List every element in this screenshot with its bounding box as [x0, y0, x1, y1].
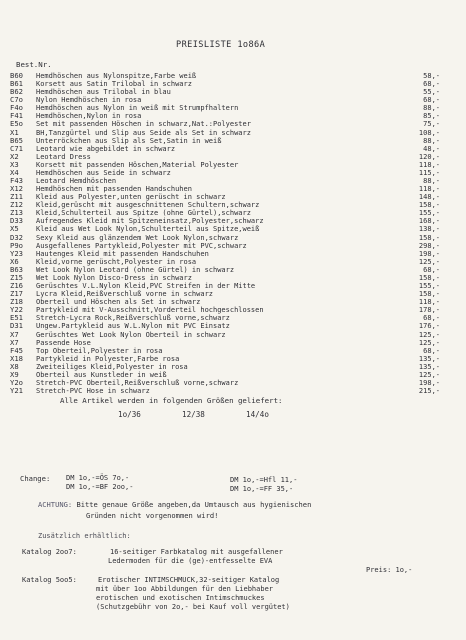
list-item — [10, 339, 450, 347]
item-code: X12 — [10, 184, 23, 194]
item-code: X5 — [10, 224, 19, 234]
item-price: 88,- — [423, 104, 440, 113]
list-item — [10, 250, 450, 258]
item-price: 155,- — [418, 209, 440, 218]
item-description: Leotard Dress — [36, 152, 91, 161]
item-description: Partykleid in Polyester,Farbe rosa — [36, 354, 180, 363]
item-code: X7 — [10, 329, 19, 339]
item-description: Hemdhöschen aus Nylon in weiß mit Strumpfhaltern — [36, 104, 239, 113]
item-description: Wet Look Nylon Leotard (ohne Gürtel) in schwarz — [36, 265, 235, 274]
item-price: 158,- — [418, 233, 440, 242]
item-description: Top Oberteil,Polyester in rosa — [36, 346, 163, 355]
also-available-heading: Zusätzlich erhältlich: — [38, 532, 131, 540]
list-item — [10, 234, 450, 242]
catalog-description: erotischen und exotischen Intimschmuckes — [96, 594, 265, 602]
list-item — [10, 379, 450, 387]
change-label: Change: — [20, 474, 51, 483]
item-description: Hemdhöschen aus Nylonspitze,Farbe weiß — [36, 72, 197, 80]
item-code: X7 — [10, 337, 19, 347]
exchange-rate: DM 1o,-=FF 35,- — [230, 485, 294, 493]
list-item — [10, 242, 450, 250]
item-code: X9 — [10, 369, 19, 379]
list-item — [10, 129, 450, 137]
item-code: D33 — [10, 216, 23, 226]
catalog-description: 16-seitiger Farbkatalog mit ausgefallener — [110, 548, 283, 556]
item-code: X2 — [10, 151, 19, 161]
item-description: Ausgefallenes Partykleid,Polyester mit PVC,schwarz — [36, 241, 247, 250]
item-code: F45 — [10, 345, 23, 355]
item-code: X4 — [10, 167, 19, 177]
page-title: PREISLISTE 1o86A — [176, 40, 266, 50]
exchange-rate: DM 1o,-=BF 2oo,- — [66, 483, 134, 491]
item-price: 135,- — [418, 362, 440, 371]
item-description: Stretch-Lycra Rock,Reißverschluß vorne,schwarz — [36, 314, 230, 323]
list-item — [10, 145, 450, 153]
item-price: 115,- — [418, 168, 440, 177]
item-price: 178,- — [418, 306, 440, 315]
item-description: Sexy Kleid aus glänzendem Wet Look Nylon,schwarz — [36, 233, 239, 242]
item-price: 118,- — [418, 298, 440, 307]
item-description: BH,Tanzgürtel und Slip aus Seide als Set in schwarz — [36, 128, 251, 137]
item-code: Z13 — [10, 208, 23, 218]
item-description: Stretch-PVC Hose in schwarz — [36, 387, 150, 396]
item-price: 155,- — [418, 282, 440, 291]
list-item — [10, 282, 450, 290]
item-price: 158,- — [418, 201, 440, 210]
list-item — [10, 209, 450, 217]
item-code: E5o — [10, 119, 23, 129]
catalog-description: Ledermoden für die (ge)-entfesselte EVA — [108, 557, 273, 565]
item-description: Nylon Hemdhöschen in rosa — [36, 96, 142, 105]
item-price: 88,- — [423, 177, 440, 186]
list-item — [10, 290, 450, 298]
catalog-price: Preis: 1o,- — [366, 566, 413, 574]
item-price: 198,- — [418, 378, 440, 387]
list-item — [10, 96, 450, 104]
item-description: Wet Look Nylon Disco-Dress in schwarz — [36, 273, 192, 282]
item-code: C7o — [10, 95, 23, 105]
size-value: 12/38 — [182, 410, 205, 419]
item-description: Korsett aus Satin Trilobal in schwarz — [36, 80, 192, 89]
list-item — [10, 120, 450, 128]
list-item — [10, 88, 450, 96]
item-description: Oberteil aus Kunstleder in weiß — [36, 370, 167, 379]
item-price: 68,- — [423, 265, 440, 274]
item-price: 88,- — [423, 136, 440, 145]
notice-text-line2: Gründen nicht vorgenommen wird! — [86, 511, 219, 520]
item-description: Stretch-PVC Oberteil,Reißverschluß vorne,schwarz — [36, 378, 239, 387]
item-code: Z15 — [10, 272, 23, 282]
list-item — [10, 347, 450, 355]
item-price: 176,- — [418, 322, 440, 331]
item-price: 215,- — [418, 387, 440, 396]
item-code: D32 — [10, 232, 23, 242]
item-code: B61 — [10, 79, 23, 89]
item-description: Hautenges Kleid mit passenden Handschuhen — [36, 249, 209, 258]
item-price: 298,- — [418, 241, 440, 250]
item-description: Hemdhöschen,Nylon in rosa — [36, 112, 142, 121]
list-item — [10, 266, 450, 274]
item-price: 68,- — [423, 314, 440, 323]
order-number-header: Best.Nr. — [16, 60, 52, 69]
item-code: B62 — [10, 87, 23, 97]
item-code: D31 — [10, 321, 23, 331]
list-item — [10, 193, 450, 201]
item-price: 48,- — [423, 144, 440, 153]
list-item — [10, 112, 450, 120]
item-code: C71 — [10, 143, 23, 153]
item-code: X6 — [10, 256, 19, 266]
item-price: 125,- — [418, 338, 440, 347]
list-item — [10, 161, 450, 169]
item-code: Y2o — [10, 377, 23, 387]
item-description: Kleid,gerüscht mit ausgeschnittenen Schultern,schwarz — [36, 201, 260, 210]
item-price: 85,- — [423, 112, 440, 121]
list-item — [10, 185, 450, 193]
size-value: 1o/36 — [118, 410, 141, 419]
item-description: Gerüschtes Wet Look Nylon Oberteil in schwarz — [36, 330, 226, 339]
item-price: 68,- — [423, 80, 440, 89]
item-code: Y22 — [10, 305, 23, 315]
list-item — [10, 72, 450, 80]
item-code: X3 — [10, 159, 19, 169]
catalog-description: mit über 1oo Abbildungen für den Liebhaber — [96, 585, 274, 593]
list-item — [10, 177, 450, 185]
catalog-label: Katalog 5oo5: — [22, 576, 77, 584]
list-item — [10, 153, 450, 161]
item-description: Aufregendes Kleid mit Spitzeneinsatz,Polyester,schwarz — [36, 217, 264, 226]
list-item — [10, 314, 450, 322]
item-code: X18 — [10, 353, 23, 363]
item-description: Lycra Kleid,Reißverschluß vorne in schwarz — [36, 290, 214, 299]
item-description: Hemdhöschen mit passenden Handschuhen — [36, 185, 192, 194]
list-item — [10, 104, 450, 112]
item-description: Hemdhöschen aus Trilobal in blau — [36, 88, 171, 97]
list-item — [10, 371, 450, 379]
list-item — [10, 387, 450, 395]
list-item — [10, 225, 450, 233]
item-price: 125,- — [418, 330, 440, 339]
catalog-description: (Schutzgebühr von 2o,- bei Kauf voll vergütet) — [96, 603, 290, 611]
item-code: Z16 — [10, 281, 23, 291]
price-list — [10, 72, 450, 395]
exchange-rate: DM 1o,-=Hfl 11,- — [230, 476, 298, 484]
item-price: 125,- — [418, 257, 440, 266]
sizes-row — [118, 410, 269, 419]
item-description: Oberteil und Höschen als Set in schwarz — [36, 298, 201, 307]
notice-lead: ACHTUNG: — [38, 500, 73, 509]
item-price: 75,- — [423, 120, 440, 129]
notice-text: Bitte genaue Größe angeben,da Umtausch aus hygienischen — [72, 500, 312, 509]
item-price: 55,- — [423, 88, 440, 97]
list-item — [10, 355, 450, 363]
item-code: P9o — [10, 240, 23, 250]
item-code: B65 — [10, 135, 23, 145]
size-notice — [38, 500, 438, 510]
item-price: 158,- — [418, 273, 440, 282]
item-description: Korsett mit passenden Höschen,Material Polyester — [36, 160, 239, 169]
item-price: 125,- — [418, 370, 440, 379]
item-code: F41 — [10, 111, 23, 121]
list-item — [10, 331, 450, 339]
list-item — [10, 322, 450, 330]
item-price: 135,- — [418, 354, 440, 363]
item-description: Set mit passenden Höschen in schwarz,Nat.:Polyester — [36, 120, 251, 129]
item-code: Y23 — [10, 248, 23, 258]
list-item — [10, 306, 450, 314]
list-item — [10, 258, 450, 266]
item-description: Kleid,Schulterteil aus Spitze (ohne Gürtel),schwarz — [36, 209, 251, 218]
item-code: Y21 — [10, 386, 23, 396]
item-price: 68,- — [423, 346, 440, 355]
item-code: X1 — [10, 127, 19, 137]
item-price: 168,- — [418, 217, 440, 226]
item-price: 120,- — [418, 152, 440, 161]
item-price: 138,- — [418, 225, 440, 234]
exchange-rate: DM 1o,-=ÖS 7o,- — [66, 474, 130, 482]
list-item — [10, 80, 450, 88]
item-description: Ungew.Partykleid aus W.L.Nylon mit PVC Einsatz — [36, 322, 230, 331]
item-description: Passende Hose — [36, 338, 91, 347]
item-description: Leotard Hemdhöschen — [36, 177, 117, 186]
item-code: B63 — [10, 264, 23, 274]
item-code: B60 — [10, 71, 23, 80]
item-price: 58,- — [423, 72, 440, 80]
item-price: 158,- — [418, 290, 440, 299]
item-description: Zweiteiliges Kleid,Polyester in rosa — [36, 362, 188, 371]
item-price: 118,- — [418, 160, 440, 169]
item-description: Kleid,vorne gerüscht,Polyester in rosa — [36, 257, 197, 266]
item-code: Z18 — [10, 297, 23, 307]
list-item — [10, 298, 450, 306]
size-value: 14/4o — [246, 410, 269, 419]
item-code: Z17 — [10, 289, 23, 299]
item-description: Leotard wie abgebildet in schwarz — [36, 144, 176, 153]
item-price: 108,- — [418, 128, 440, 137]
sizes-intro: Alle Artikel werden in folgenden Größen geliefert: — [60, 396, 283, 405]
item-price: 68,- — [423, 96, 440, 105]
list-item — [10, 201, 450, 209]
item-code: F4o — [10, 103, 23, 113]
list-item — [10, 217, 450, 225]
list-item — [10, 363, 450, 371]
list-item — [10, 137, 450, 145]
catalog-description: Erotischer INTIMSCHMUCK,32-seitiger Katalog — [98, 576, 280, 584]
item-description: Unterröckchen aus Slip als Set,Satin in weiß — [36, 136, 222, 145]
item-code: Z11 — [10, 192, 23, 202]
item-description: Gerüschtes V.L.Nylon Kleid,PVC Streifen in der Mitte — [36, 282, 256, 291]
item-price: 118,- — [418, 185, 440, 194]
list-item — [10, 274, 450, 282]
item-code: F43 — [10, 176, 23, 186]
item-code: E51 — [10, 313, 23, 323]
list-item — [10, 169, 450, 177]
item-price: 198,- — [418, 249, 440, 258]
item-price: 148,- — [418, 193, 440, 202]
item-description: Kleid aus Polyester,unten gerüscht in schwarz — [36, 193, 226, 202]
item-description: Hemdhöschen aus Seide in schwarz — [36, 168, 171, 177]
item-code: Z12 — [10, 200, 23, 210]
item-code: X8 — [10, 361, 19, 371]
item-description: Kleid aus Wet Look Nylon,Schulterteil aus Spitze,weiß — [36, 225, 260, 234]
catalog-label: Katalog 2oo7: — [22, 548, 77, 556]
item-description: Partykleid mit V-Ausschnitt,Vorderteil hochgeschlossen — [36, 306, 264, 315]
